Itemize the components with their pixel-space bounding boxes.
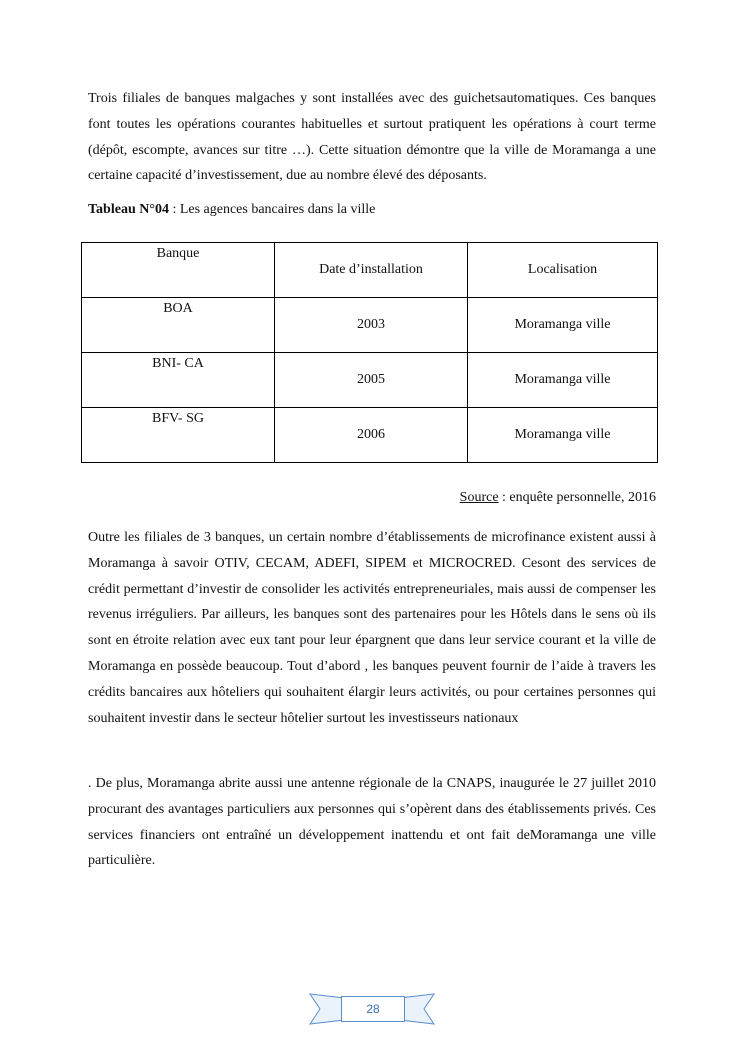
page-footer (308, 990, 436, 1028)
header-bank: Banque (82, 243, 275, 298)
table-caption-label: Tableau N°04 (88, 202, 169, 217)
bank-agencies-table (81, 242, 658, 463)
cell-bank: BFV- SG (82, 408, 275, 463)
table-caption-text: : Les agences bancaires dans la ville (168, 202, 376, 217)
table-row (82, 353, 658, 408)
cell-location: Moramanga ville (468, 353, 658, 408)
header-location: Localisation (468, 243, 658, 298)
paragraph-microfinance: Outre les filiales de 3 banques, un certain nombre d’établissements de microfinance existent aussi à Moramanga à savoir OTIV, CECAM, ADEFI, SIPEM et MICROCRED. Cesont des services de crédit permettant d’investir de consolider les activités entrepreneuriales, mais aussi de compenser les revenus irréguliers. Par ailleurs, les banques sont des partenaires pour les Hôtels dans le sens où ils sont en étroite relation avec eux tant pour leur épargnent que dans leur service courant et la ville de Moramanga en possède beaucoup. Tout d’abord , les banques peuvent fournir de l’aide à travers les crédits bancaires aux hôteliers qui souhaitent élargir leurs activités, ou pour certaines personnes qui souhaitent investir dans le secteur hôtelier surtout les investisseurs nationaux (88, 530, 656, 726)
source-text: : enquête personnelle, 2016 (498, 490, 656, 505)
table-row (82, 408, 658, 463)
page-number: 28 (341, 996, 405, 1022)
cell-location: Moramanga ville (468, 408, 658, 463)
table-caption (88, 202, 375, 218)
cell-install-date: 2003 (275, 298, 468, 353)
paragraph-banks-intro: Trois filiales de banques malgaches y sont installées avec des guichetsautomatiques. Ces banques font toutes les opérations courantes habituelles et surtout pratiquent les opérations à court terme (dépôt, escompte, avances sur titre …). Cette situation démontre que la ville de Moramanga a une certaine capacité d’investissement, due au nombre élevé des déposants. (88, 91, 656, 184)
table-source (460, 490, 656, 506)
table-row (82, 298, 658, 353)
paragraph-cnaps: . De plus, Moramanga abrite aussi une antenne régionale de la CNAPS, inaugurée le 27 juillet 2010 procurant des avantages particuliers aux personnes qui s’opèrent dans des établissements privés. Ces services financiers ont entraîné un développement inattendu et ont fait deMoramanga une ville particulière. (88, 776, 656, 869)
cell-bank: BNI- CA (82, 353, 275, 408)
header-install-date: Date d’installation (275, 243, 468, 298)
cell-install-date: 2006 (275, 408, 468, 463)
source-label: Source (459, 490, 499, 505)
cell-bank: BOA (82, 298, 275, 353)
cell-location: Moramanga ville (468, 298, 658, 353)
table-header-row (82, 243, 658, 298)
cell-install-date: 2005 (275, 353, 468, 408)
